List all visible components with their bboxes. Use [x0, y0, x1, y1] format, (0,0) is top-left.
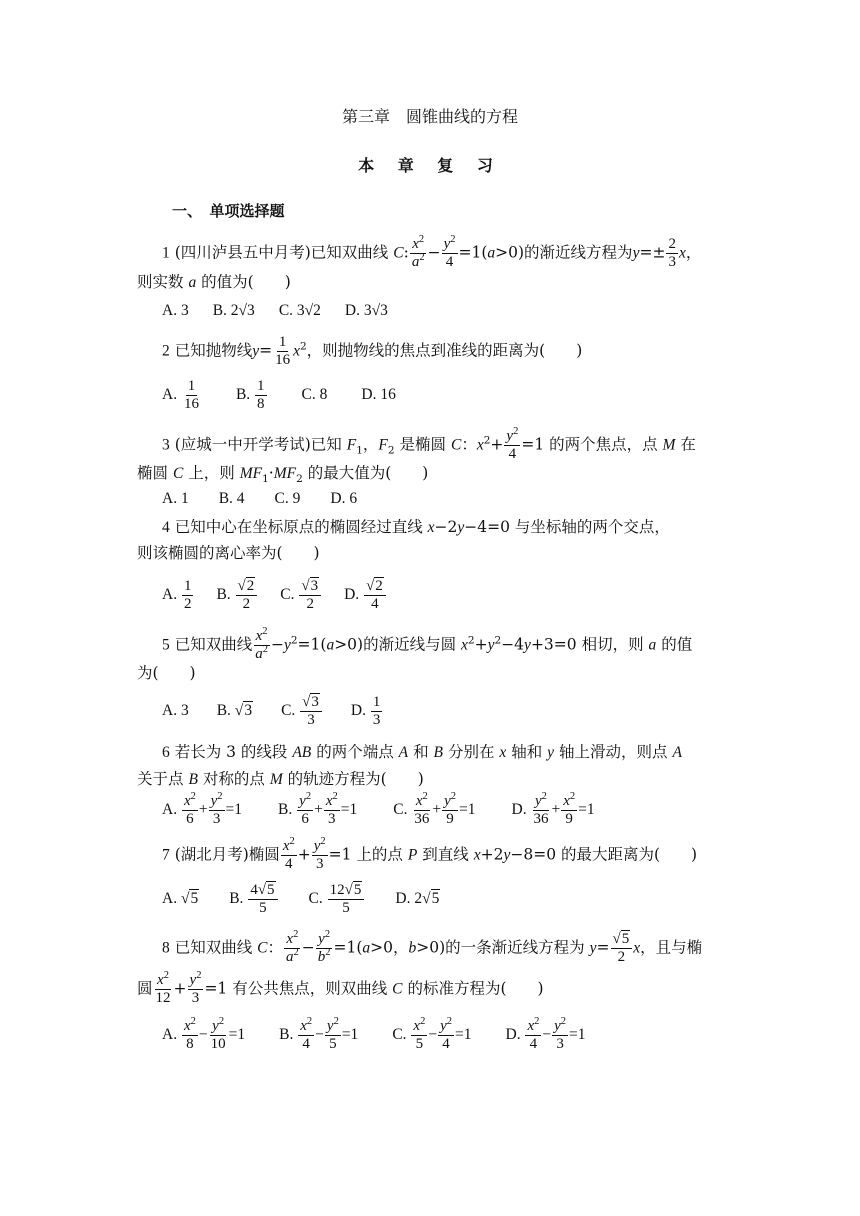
- question-1-options: [162, 300, 422, 322]
- option-c[interactable]: C. $\frac{12√5}{5}$: [309, 882, 366, 917]
- option-d[interactable]: D. $\frac{1}{3}$: [350, 694, 381, 728]
- option-a[interactable]: A. $\frac{1}{16}$: [162, 378, 199, 412]
- question-7: 7 (湖北月考)椭圆 $\frac{x^2}{4}$ + $\frac{y^2}{3}$ =1 上的点 P 到直线 x+2y−8=0 的最大距离为( ): [162, 836, 698, 872]
- option-c[interactable]: C. $\frac{x^2}{5}$ − $\frac{y^2}{4}$ =1: [392, 1016, 472, 1052]
- option-a[interactable]: A. 1: [162, 490, 189, 507]
- option-c[interactable]: C. $\frac{x^2}{36}$ + $\frac{y^2}{9}$ =1: [393, 791, 476, 827]
- section-title: 本 章 复 习: [358, 156, 502, 175]
- option-a[interactable]: A. $\frac{1}{2}$: [162, 578, 192, 612]
- option-b[interactable]: B. 2√3: [212, 302, 255, 319]
- option-b[interactable]: B. √3: [216, 702, 253, 720]
- question-5: 5 已知双曲线 $\frac{x^2}{a^2}$ $-y^2=1(a>0)$的渐近线与圆 $x^2+y^2-4y+3=0$ 相切，则 a 的值: [162, 626, 693, 662]
- option-d[interactable]: D. 2√5: [395, 890, 440, 908]
- question-1-line-2: 则实数 a 的值为( ): [137, 273, 291, 291]
- option-b[interactable]: B. $\frac{1}{8}$: [235, 378, 265, 412]
- source-tag: (四川泸县五中月考): [174, 243, 311, 262]
- question-7-options: [162, 882, 474, 917]
- question-3-options: [162, 488, 391, 510]
- question-8-options: [162, 1018, 620, 1053]
- option-b[interactable]: B. 4: [218, 490, 245, 507]
- option-b[interactable]: B. $\frac{√2}{2}$: [216, 578, 258, 613]
- question-6: 6 若长为 3 的线段 AB 的两个端点 A 和 B 分别在 x 轴和 y 轴上滑动，则点 A: [162, 743, 682, 761]
- option-a[interactable]: A. 3: [162, 702, 189, 720]
- option-a[interactable]: A. √5: [162, 890, 199, 908]
- option-d[interactable]: D. $\frac{x^2}{4}$ − $\frac{y^2}{3}$ =1: [505, 1016, 586, 1052]
- option-b[interactable]: B. $\frac{y^2}{6}$ + $\frac{x^2}{3}$ =1: [278, 791, 358, 827]
- option-c[interactable]: C. $\frac{√3}{2}$: [280, 578, 322, 613]
- source-tag: (湖北月考): [174, 845, 249, 864]
- part-heading: 一、 单项选择题: [172, 202, 285, 220]
- chapter-title: 第三章 圆锥曲线的方程: [341, 107, 518, 126]
- option-d[interactable]: D. $\frac{√2}{4}$: [344, 578, 387, 613]
- question-5-options: [162, 694, 417, 729]
- question-6-options: [162, 793, 629, 828]
- source-tag: (应城一中开学考试): [174, 435, 311, 454]
- option-b[interactable]: B. $\frac{4√5}{5}$: [229, 882, 278, 917]
- option-a[interactable]: A. $\frac{x^2}{8}$ − $\frac{y^2}{10}$ =1: [162, 1016, 246, 1052]
- option-a[interactable]: A. $\frac{x^2}{6}$ + $\frac{y^2}{3}$ =1: [162, 791, 243, 827]
- question-3: 3 (应城一中开学考试)已知 $F_1$，$F_2$ 是椭圆 C：$x^2+$ $\frac{y^2}{4}$ =1 的两个焦点，点 M 在: [162, 426, 696, 462]
- option-d[interactable]: D. 3√3: [344, 302, 388, 319]
- option-a[interactable]: A. 3: [162, 302, 189, 319]
- question-2: 2 已知抛物线y= $\frac{1}{16}$ $x^2$，则抛物线的焦点到准线的距离为( ): [162, 334, 583, 368]
- question-4-options: [162, 578, 421, 613]
- option-c[interactable]: C. $\frac{√3}{3}$: [281, 694, 323, 729]
- question-5-line-2: 为( ): [137, 664, 196, 682]
- option-d[interactable]: D. 16: [361, 386, 396, 404]
- question-8-line-2: 圆 $\frac{x^2}{12}$ + $\frac{y^2}{3}$ =1 有公共焦点，则双曲线 C 的标准方程为( ): [137, 970, 544, 1006]
- question-4-line-2: 则该椭圆的离心率为( ): [137, 544, 320, 562]
- question-6-line-2: 关于点 B 对称的点 M 的轨迹方程为( ): [137, 770, 424, 788]
- question-8: 8 已知双曲线 C： $\frac{x^2}{a^2}$ − $\frac{y^2}{b^2}$ =1(a>0，b>0)的一条渐近线方程为 y= $\frac{√5}{2}$ x，且与椭: [162, 929, 703, 965]
- option-c[interactable]: C. 8: [301, 386, 328, 404]
- option-c[interactable]: C. 9: [274, 490, 301, 507]
- question-4: 4 已知中心在坐标原点的椭圆经过直线 x−2y−4=0 与坐标轴的两个交点，: [162, 518, 670, 536]
- option-b[interactable]: B. $\frac{x^2}{4}$ − $\frac{y^2}{5}$ =1: [279, 1016, 359, 1052]
- question-2-options: [162, 378, 430, 413]
- option-d[interactable]: D. 6: [330, 490, 358, 507]
- option-c[interactable]: C. 3√2: [278, 302, 321, 319]
- option-d[interactable]: D. $\frac{y^2}{36}$ + $\frac{x^2}{9}$ =1: [511, 791, 595, 827]
- question-3-line-2: 椭圆 C 上，则 $MF_1\cdot MF_2$ 的最大值为( ): [137, 464, 429, 486]
- question-1: 1 (四川泸县五中月考)已知双曲线 C: $\frac{x^2}{a^2}$ − $\frac{y^2}{4}$ =1(a>0)的渐近线方程为y=± $\frac{2}{3}$ x，: [162, 234, 702, 270]
